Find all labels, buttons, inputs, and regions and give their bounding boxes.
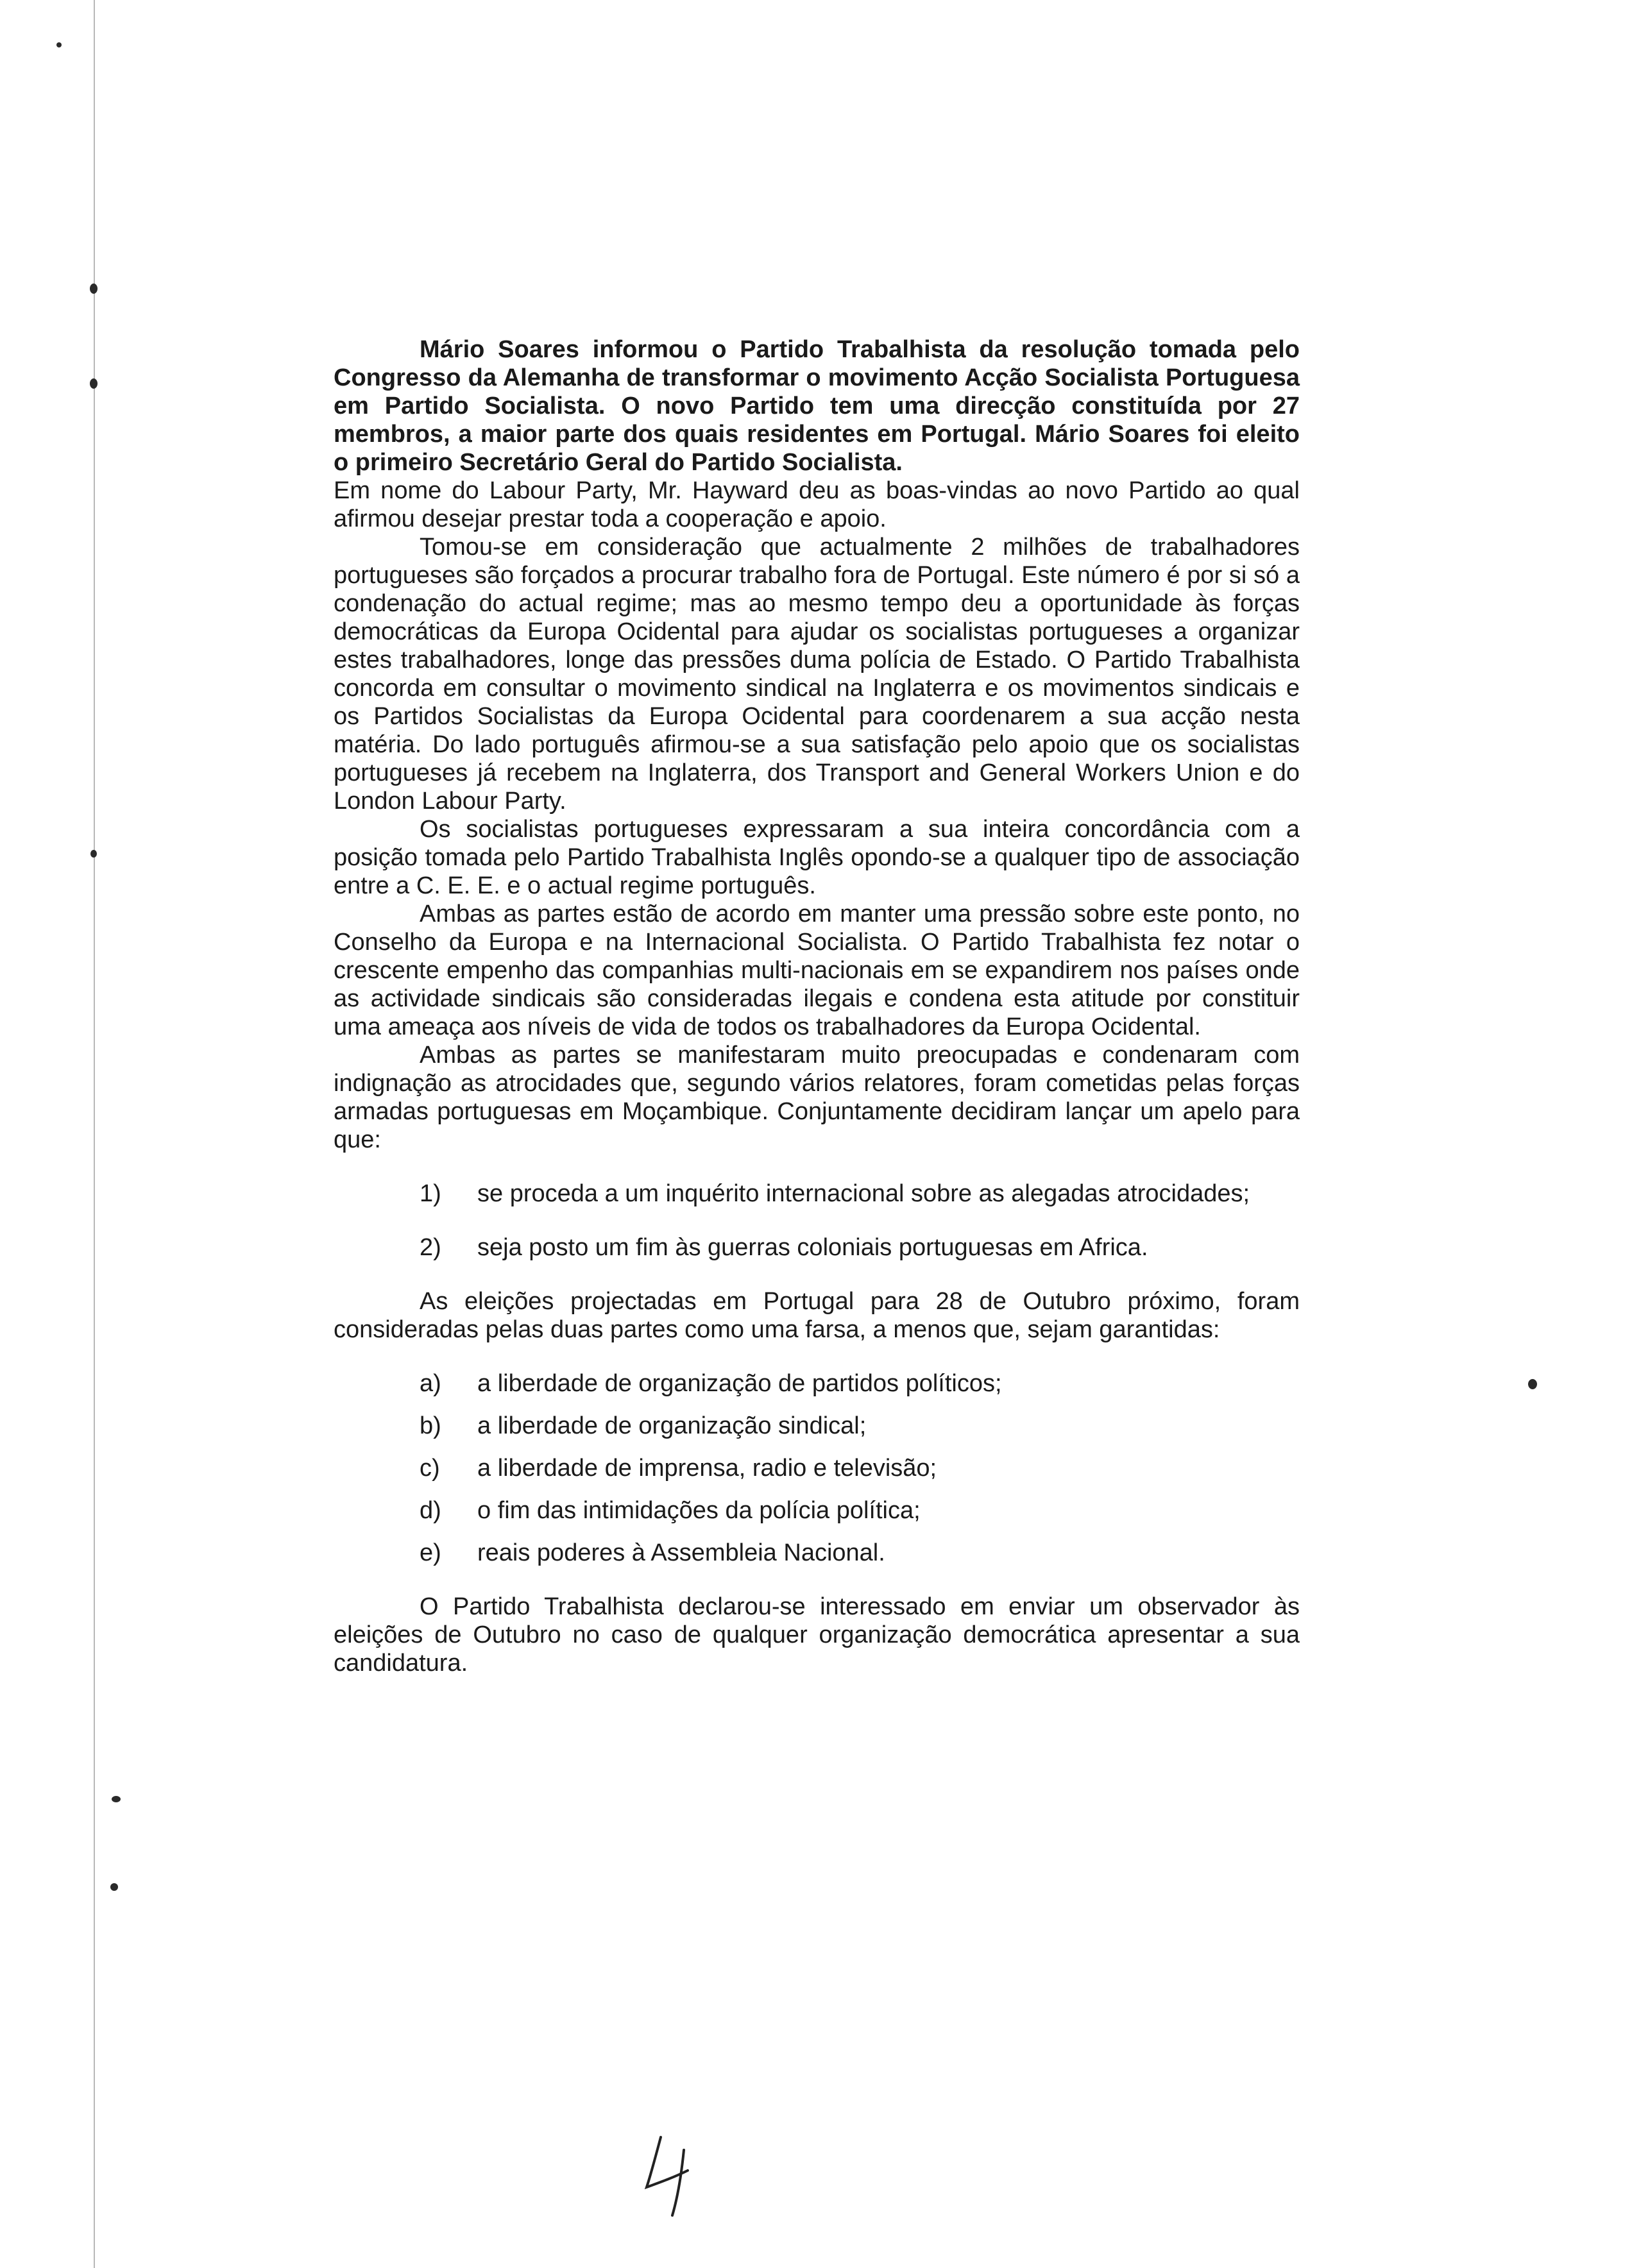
scan-speck <box>90 284 98 294</box>
paragraph-opening: Mário Soares informou o Partido Trabalhista da resolução tomada pelo Congresso da Alemanha de transformar o movimento Acção Socialista Portuguesa em Partido Socialista. O novo Partido tem uma direcção constituída por 27 membros, a maior parte dos quais residentes em Portugal. Mário Soares foi eleito o primeiro Secretário Geral do Partido Socialista. <box>334 336 1300 476</box>
list-item-text: seja posto um fim às guerras coloniais portuguesas em Africa. <box>477 1234 1148 1261</box>
list-item-text: a liberdade de organização sindical; <box>477 1412 867 1439</box>
list-item-label: d) <box>420 1497 441 1524</box>
scan-speck <box>90 378 98 389</box>
scan-speck <box>56 42 62 47</box>
paragraph-pressure: Ambas as partes estão de acordo em manter uma pressão sobre este ponto, no Conselho da Europa e na Internacional Socialista. O Partido Trabalhista fez notar o crescente empenho das companhias multi-nacionais em se expandirem nos países onde as actividade sindicais são consideradas ilegais e condena esta atitude por constituir uma ameaça aos níveis de vida de todos os trabalhadores da Europa Ocidental. <box>334 901 1300 1040</box>
list-item <box>334 1496 1300 1525</box>
scan-speck <box>112 1796 121 1802</box>
handwritten-page-number <box>642 2131 699 2221</box>
paragraph-observer: O Partido Trabalhista declarou-se interessado em enviar um observador às eleições de Outubro no caso de qualquer organização democrática apresentar a sua candidatura. <box>334 1593 1300 1677</box>
list-item-text: a liberdade de imprensa, radio e televisão; <box>477 1455 937 1482</box>
list-item-label: c) <box>420 1455 440 1482</box>
letter-body <box>334 335 1300 1677</box>
paragraph-elections: As eleições projectadas em Portugal para 28 de Outubro próximo, foram consideradas pelas duas partes como uma farsa, a menos que, sejam garantidas: <box>334 1288 1300 1343</box>
list-item <box>334 1539 1300 1567</box>
list-item <box>334 1233 1300 1262</box>
list-item-text: se proceda a um inquérito internacional sobre as alegadas atrocidades; <box>477 1180 1250 1207</box>
list-item <box>334 1369 1300 1398</box>
list-item <box>334 1454 1300 1482</box>
scan-speck <box>90 850 97 858</box>
scan-speck <box>1528 1379 1537 1389</box>
list-item-label: e) <box>420 1539 441 1566</box>
list-item <box>334 1180 1300 1208</box>
list-item-text: o fim das intimidações da polícia política; <box>477 1497 921 1524</box>
list-item-label: b) <box>420 1412 441 1439</box>
list-item-label: 1) <box>420 1180 441 1207</box>
paragraph-atrocities: Ambas as partes se manifestaram muito preocupadas e condenaram com indignação as atrocidades que, segundo vários relatores, foram cometidas pelas forças armadas portuguesas em Moçambique. Conjuntamente decidiram lançar um apelo para que: <box>334 1042 1300 1153</box>
list-item-text: a liberdade de organização de partidos políticos; <box>477 1370 1002 1397</box>
numbered-list <box>334 1180 1300 1262</box>
list-item-text: reais poderes à Assembleia Nacional. <box>477 1539 885 1566</box>
paragraph-welcome: Em nome do Labour Party, Mr. Hayward deu as boas-vindas ao novo Partido ao qual afirmou desejar prestar toda a cooperação e apoio. <box>334 477 1300 532</box>
left-margin-rule <box>94 0 95 2268</box>
paragraph-workers: Tomou-se em consideração que actualmente 2 milhões de trabalhadores portugueses são forçados a procurar trabalho fora de Portugal. Este número é por si só a condenação do actual regime; mas ao mesmo tempo deu a oportunidade às forças democráticas da Europa Ocidental para ajudar os socialistas portugueses a organizar estes trabalhadores, longe das pressões duma polícia de Estado. O Partido Trabalhista concorda em consultar o movimento sindical na Inglaterra e os movimentos sindicais e os Partidos Socialistas da Europa Ocidental para coordenarem a sua acção nesta matéria. Do lado português afirmou-se a sua satisfação pelo apoio que os socialistas portugueses já recebem na Inglaterra, dos Transport and General Workers Union e do London Labour Party. <box>334 534 1300 815</box>
list-item-label: 2) <box>420 1234 441 1261</box>
scan-speck <box>110 1883 118 1891</box>
lettered-list <box>334 1369 1300 1567</box>
list-item <box>334 1412 1300 1440</box>
list-item-label: a) <box>420 1370 441 1397</box>
paragraph-cee: Os socialistas portugueses expressaram a sua inteira concordância com a posição tomada pelo Partido Trabalhista Inglês opondo-se a qualquer tipo de associação entre a C. E. E. e o actual regime português. <box>334 816 1300 899</box>
